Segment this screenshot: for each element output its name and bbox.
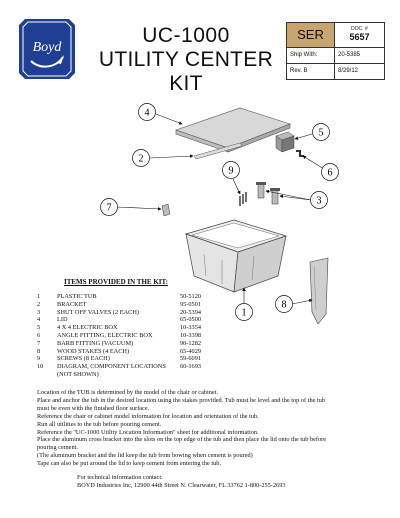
callout-1 <box>236 304 253 321</box>
revision-row <box>287 64 384 79</box>
list-item: 8 WOOD STAKES (4 EACH) 65-4029 <box>37 347 201 355</box>
list-item: 4 LID 65-0500 <box>37 316 201 324</box>
list-item: 10 DIAGRAM, COMPONENT LOCATIONS 60-1693 <box>37 363 201 371</box>
revision-label: Rev. B <box>290 68 308 74</box>
callout-4 <box>139 104 156 121</box>
category-badge: SER <box>287 23 335 48</box>
ship-with-label: Ship With: <box>290 52 318 58</box>
note-line: Tape can also be put around the lid to keep cement from entering the tub. <box>37 460 222 468</box>
logo-text: Boyd <box>32 40 62 55</box>
ship-with-row <box>287 48 384 64</box>
list-item: 3 SHUT OFF VALVES (2 EACH) 20-5394 <box>37 308 201 316</box>
angle-fitting-part <box>296 151 304 156</box>
contact-address: BOYD Industries Inc, 12900 44th Street N. Clearwater, FL 33762 1-800-255-2693 <box>77 481 286 489</box>
doc-number-label: DOC. # <box>351 26 368 32</box>
svg-text:7: 7 <box>106 202 112 214</box>
note-line: Reference the chair or cabinet model information for location and orientation of the tub. <box>37 412 259 420</box>
list-item: 5 4 X 4 ELECTRIC BOX 10-3354 <box>37 324 201 332</box>
svg-text:3: 3 <box>316 195 322 207</box>
note-line: Place and anchor the tub in the desired location using the stakes provided. Tub must be level and the top of the tub <box>37 396 326 404</box>
callout-7 <box>101 199 118 216</box>
svg-text:2: 2 <box>138 153 144 165</box>
svg-text:4: 4 <box>144 107 150 119</box>
callout-9 <box>223 162 240 179</box>
doc-title-model: UC-1000 <box>142 24 230 47</box>
list-item: 1 PLASTIC TUB 50-5120 <box>37 293 201 300</box>
callout-3 <box>311 192 328 209</box>
barb-fitting-part <box>162 204 170 216</box>
callout-6 <box>322 164 339 181</box>
installation-notes <box>37 389 367 468</box>
wood-stake-part <box>310 258 328 324</box>
list-item-subtext: (NOT SHOWN) <box>57 370 99 378</box>
revision-date: 8/29/12 <box>338 68 359 74</box>
note-line: Reference the "UC-1000 Utility Location Information" sheet for additional information. <box>37 428 259 436</box>
svg-text:5: 5 <box>318 127 324 139</box>
ship-with-value: 20-5385 <box>338 52 361 58</box>
note-line: Run all utilities to the tub before pouring cement. <box>37 420 162 428</box>
list-item: 6 ANGLE FITTING, ELECTRIC BOX 10-3398 <box>37 331 201 339</box>
list-item: 7 BARB FITTING (VACUUM) 90-1282 <box>37 339 201 347</box>
items-list <box>37 293 237 379</box>
svg-text:6: 6 <box>327 167 333 179</box>
boyd-logo <box>17 17 77 81</box>
contact-heading: For technical information contact: <box>77 474 163 481</box>
list-item: 9 SCREWS (8 EACH) 59-6091 <box>37 355 201 363</box>
doc-title-name: UTILITY CENTER KIT <box>98 48 274 95</box>
callout-5 <box>313 124 330 141</box>
callout-2 <box>133 150 150 167</box>
note-line: must be even with the finished floor surface. <box>37 404 150 412</box>
note-line: Place the aluminum cross bracket into the slots on the top edge of the tub and then place the lid onto the tub before <box>37 436 327 444</box>
svg-text:8: 8 <box>281 299 287 311</box>
svg-text:1: 1 <box>241 307 247 319</box>
plastic-tub-part <box>186 220 286 292</box>
electric-box-part <box>276 132 294 152</box>
list-item: 2 BRACKET 95-0501 <box>37 300 201 308</box>
contact-info <box>77 474 286 490</box>
doc-number-cell <box>335 23 384 48</box>
note-line: pouring cement. <box>37 444 78 452</box>
note-line: (The aluminum bracket and the lid keep the tub from bowing when cement is poured) <box>37 452 253 460</box>
svg-text:9: 9 <box>228 165 234 177</box>
items-heading: ITEMS PROVIDED IN THE KIT: <box>64 278 168 286</box>
doc-number-value: 5657 <box>349 32 370 42</box>
note-line: Location of the TUB is determined by the model of the chair or cabinet. <box>37 389 219 396</box>
screws-part <box>240 192 246 206</box>
callout-8 <box>276 296 293 313</box>
doc-info-box <box>286 22 385 80</box>
